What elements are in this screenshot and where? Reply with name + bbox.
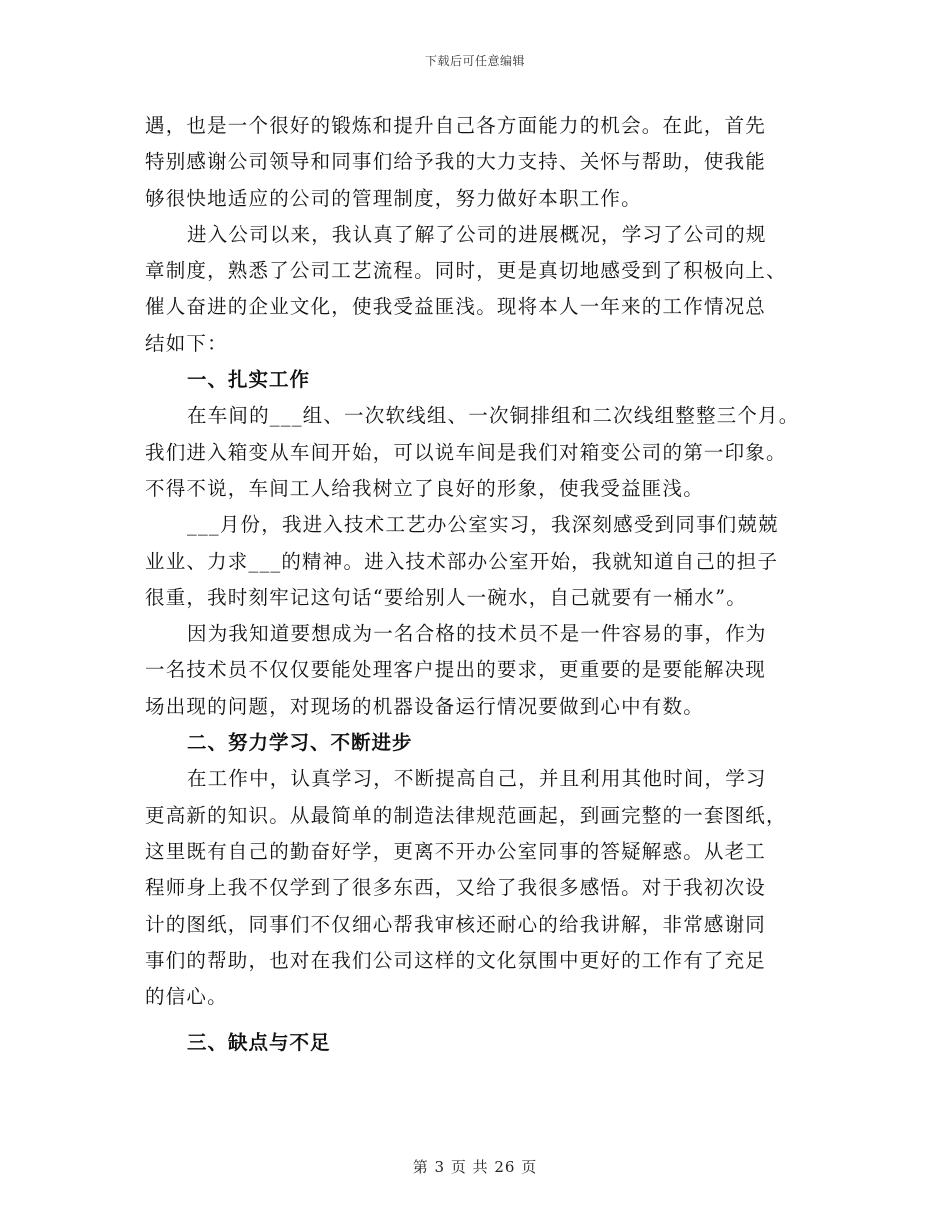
section-heading-1: 一、扎实工作 [187,368,311,392]
paragraph-line: 场出现的问题，对现场的机器设备运行情况要做到心中有数。 [145,694,704,718]
section-heading-2: 二、努力学习、不断进步 [187,731,413,755]
paragraph-line: 一名技术员不仅仅要能处理客户提出的要求，更重要的是要能解决现 [145,658,767,682]
paragraph-line: 程师身上我不仅学到了很多东西，又给了我很多感悟。对于我初次设 [145,876,767,900]
paragraph-line: ___月份，我进入技术工艺办公室实习，我深刻感受到同事们兢兢 [187,513,779,537]
paragraph-line: 催人奋进的企业文化，使我受益匪浅。现将本人一年来的工作情况总 [145,295,767,319]
page-number-footer: 第 3 页 共 26 页 [412,1158,538,1176]
paragraph-line: 遇，也是一个很好的锻炼和提升自己各方面能力的机会。在此，首先 [145,114,767,137]
paragraph-line: 很重，我时刻牢记这句话“要给别人一碗水，自己就要有一桶水”。 [145,585,747,609]
paragraph-line: 特别感谢公司领导和同事们给予我的大力支持、关怀与帮助，使我能 [145,150,767,174]
paragraph-line: 章制度，熟悉了公司工艺流程。同时，更是真切地感受到了积极向上、 [145,259,787,283]
paragraph-line: 因为我知道要想成为一名合格的技术员不是一件容易的事，作为 [187,622,767,646]
section-heading-3: 三、缺点与不足 [187,1031,331,1055]
paragraph-line: 结如下： [145,331,228,355]
page-header-note: 下载后可任意编辑 [424,54,525,68]
paragraph-line: 业业、力求___的精神。进入技术部办公室开始，我就知道自己的担子 [145,549,779,573]
paragraph-line: 我们进入箱变从车间开始，可以说车间是我们对箱变公司的第一印象。 [145,440,787,464]
paragraph-line: 更高新的知识。从最简单的制造法律规范画起，到画完整的一套图纸， [145,803,787,827]
paragraph-line: 的信心。 [145,985,228,1009]
document-body [145,108,825,1062]
paragraph-line: 在工作中，认真学习，不断提高自己，并且利用其他时间，学习 [187,767,767,791]
paragraph-line: 这里既有自己的勤奋好学，更离不开办公室同事的答疑解惑。从老工 [145,839,767,863]
paragraph-line: 不得不说，车间工人给我树立了良好的形象，使我受益匪浅。 [145,476,704,500]
paragraph-line: 事们的帮助，也对在我们公司这样的文化氛围中更好的工作有了充足 [145,948,767,972]
section-gap [145,1015,825,1025]
paragraph-line: 进入公司以来，我认真了解了公司的进展概况，学习了公司的规 [187,222,767,246]
paragraph-line: 计的图纸，同事们不仅细心帮我审核还耐心的给我讲解，非常感谢同 [145,912,767,936]
paragraph-line: 在车间的___组、一次软线组、一次铜排组和二次线组整整三个月。 [187,404,800,428]
paragraph-line: 够很快地适应的公司的管理制度，努力做好本职工作。 [145,186,642,210]
